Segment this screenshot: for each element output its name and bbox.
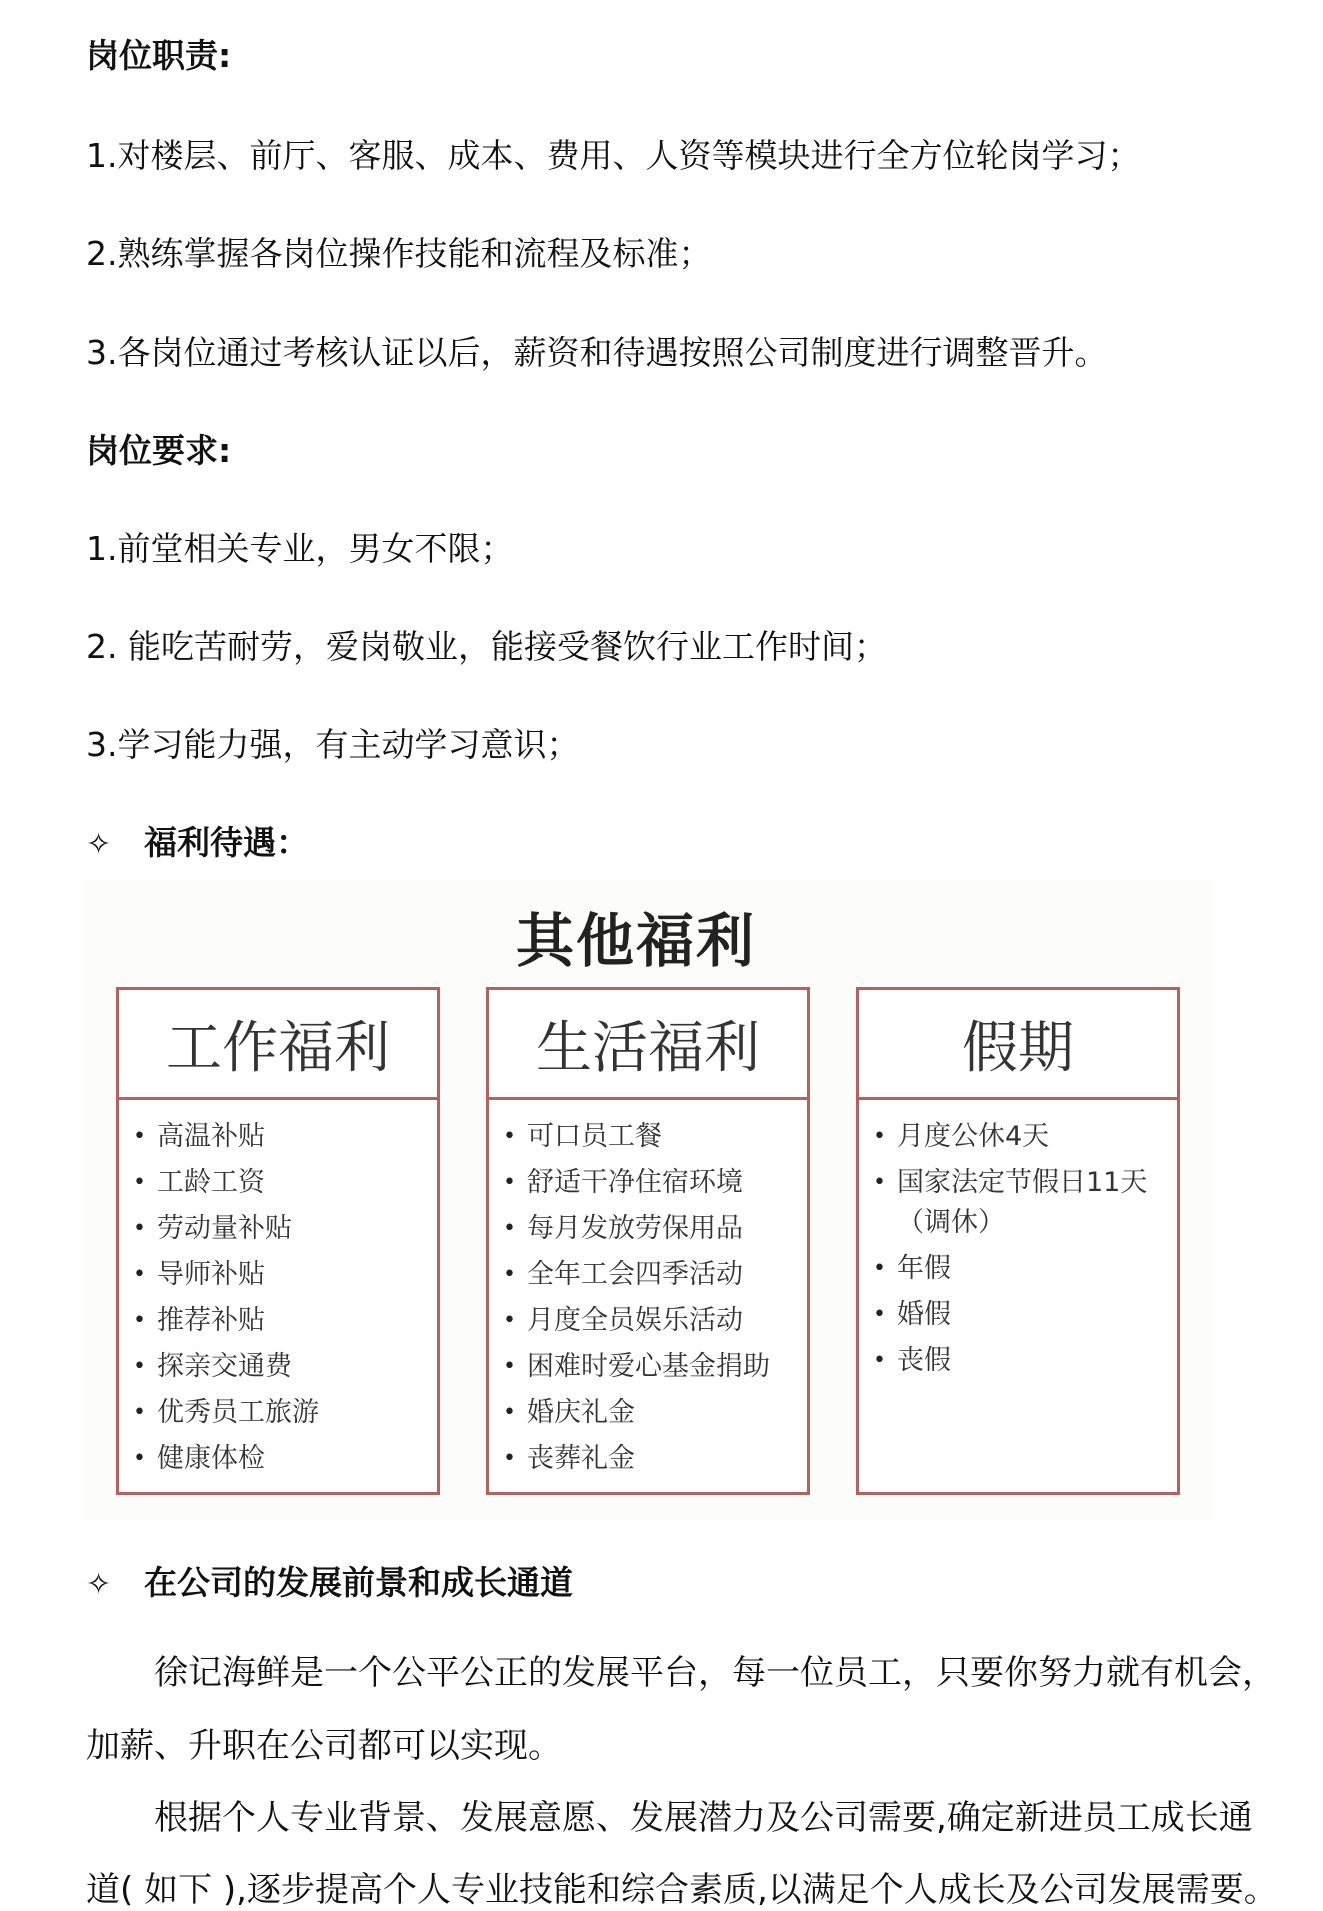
list-item: • 舒适干净住宿环境: [503, 1160, 807, 1206]
benefits-title: 其他福利: [515, 907, 756, 975]
list-item: • 年假: [873, 1246, 1177, 1292]
requirement-item: 3.学习能力强，有主动学习意识；: [86, 725, 580, 764]
list-item: • 劳动量补贴: [133, 1206, 437, 1252]
list-item: • 丧葬礼金: [503, 1436, 807, 1482]
duty-item: 2.熟练掌握各岗位操作技能和流程及标准；: [86, 234, 712, 273]
list-item: • 推荐补贴: [133, 1298, 437, 1344]
benefit-column-work: [116, 987, 440, 1495]
list-item: • 全年工会四季活动: [503, 1252, 807, 1298]
duties-heading: 岗位职责:: [86, 36, 232, 75]
list-item: • 优秀员工旅游: [133, 1390, 437, 1436]
list-item: • 导师补贴: [133, 1252, 437, 1298]
list-item: • 可口员工餐: [503, 1114, 807, 1160]
list-item: • 每月发放劳保用品: [503, 1206, 807, 1252]
column-title: 假期: [859, 990, 1177, 1100]
list-item: • 工龄工资: [133, 1160, 437, 1206]
growth-paragraph-line: 道( 如下 ),逐步提高个人专业技能和综合素质,以满足个人成长及公司发展需要。: [86, 1870, 1278, 1910]
list-item: • 月度全员娱乐活动: [503, 1298, 807, 1344]
list-item: • 困难时爱心基金捐助: [503, 1344, 807, 1390]
welfare-heading-text: 福利待遇：: [144, 823, 309, 862]
benefit-column-holidays: [856, 987, 1180, 1495]
list-item: • 丧假: [873, 1338, 1177, 1384]
list-item: • 婚庆礼金: [503, 1390, 807, 1436]
growth-paragraph-line: 根据个人专业背景、发展意愿、发展潜力及公司需要,确定新进员工成长通: [154, 1798, 1253, 1838]
requirements-heading: 岗位要求:: [86, 431, 232, 470]
sparkle-bullet-icon: ✧: [86, 827, 112, 862]
growth-paragraph-line: 加薪、升职在公司都可以实现。: [86, 1726, 562, 1766]
growth-heading-text: 在公司的发展前景和成长通道: [144, 1563, 573, 1602]
list-item: • 婚假: [873, 1292, 1177, 1338]
list-item: • 探亲交通费: [133, 1344, 437, 1390]
benefits-image: [86, 880, 1210, 1520]
sparkle-bullet-icon: ✧: [86, 1567, 112, 1602]
benefit-list: [489, 1100, 807, 1482]
requirement-item: 1.前堂相关专业，男女不限；: [86, 529, 514, 568]
duty-item: 3.各岗位通过考核认证以后，薪资和待遇按照公司制度进行调整晋升。: [86, 333, 1108, 372]
benefit-list: [119, 1100, 437, 1482]
duty-item: 1.对楼层、前厅、客服、成本、费用、人资等模块进行全方位轮岗学习；: [86, 136, 1141, 175]
benefit-list: [859, 1100, 1177, 1384]
growth-paragraph-line: 徐记海鲜是一个公平公正的发展平台，每一位员工，只要你努力就有机会，: [154, 1653, 1276, 1693]
list-item: • 健康体检: [133, 1436, 437, 1482]
column-title: 生活福利: [489, 990, 807, 1100]
benefit-column-life: [486, 987, 810, 1495]
list-item: • 高温补贴: [133, 1114, 437, 1160]
column-title: 工作福利: [119, 990, 437, 1100]
welfare-heading: [86, 817, 309, 864]
requirement-item: 2. 能吃苦耐劳，爱岗敬业，能接受餐饮行业工作时间；: [86, 627, 887, 666]
growth-heading: [86, 1557, 573, 1604]
list-item: • 国家法定节假日11天（调休）: [873, 1163, 1167, 1243]
list-item: • 月度公休4天: [873, 1114, 1177, 1160]
